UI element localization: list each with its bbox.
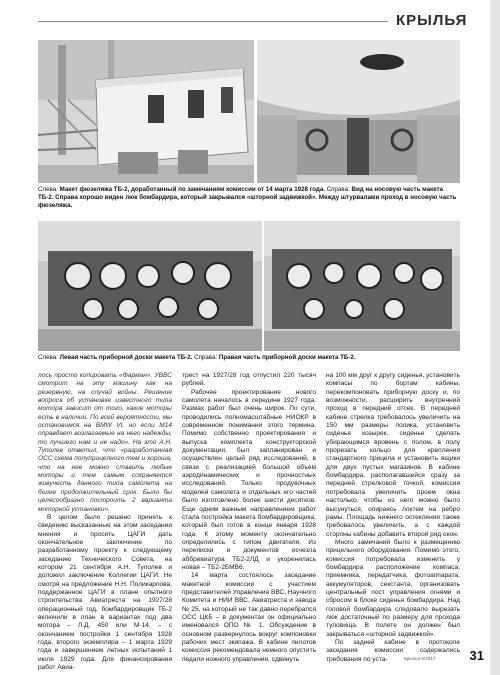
caption-top-lead-right: Справа: <box>324 186 352 193</box>
body-paragraph: 14 марта состоялось заседание макетной комиссии с участием представителей Управления ВВС, Научного Комитета и НИИ ВВС, Авиатреста и завода № 25, на который не так давно перебрался ОСС ЦКБ – в документах он официально именовался ОПО № 1. Обсуждение в основном развернулось вокруг компоновки рабочих мест экипажа. В кабине пилотов комиссия рекомендовала немного опустить педали ножного управления, сдвинуть <box>182 572 316 663</box>
caption-bottom-text-right: Правая часть приборной доски макета ТБ-2. <box>218 354 356 361</box>
header-rule <box>38 21 388 22</box>
caption-bottom <box>38 354 460 364</box>
caption-top-text-left: Макет фюзеляжа ТБ-2, доработанный по замечаниям комиссии от 14 марта 1928 года. <box>59 186 325 193</box>
quote-paragraph: лось просто копировать «Фарман». УВВС смотрит на эту машину как на резервную, на случай войны. Решение вопроса об установке известного типа мотора зависит от того, какие моторы есть в наличии. По всей вероятности, мы остановимся на BMW VI, но если M14 оправдает возлагаемые на него надежды, то лучшего нам и не надо». На это А.Н. Туполев ответил, что «разработанная ОСС схема полуприцепного тем и хороша, что на нее можно ставить любые моторы и тем самым сохраняется живучесть данного типа самолета на более продолжительный срок. Было бы целесообразно построить 2 варианта моторной установки». <box>38 372 172 513</box>
caption-top-lead-left: Слева: <box>38 186 60 193</box>
page-edge-tab <box>490 0 500 675</box>
caption-bottom-text-left: Левая часть приборной доски макета ТБ-2. <box>59 354 193 361</box>
photo-instrument-panel-left <box>38 221 262 351</box>
photo-fuselage-mockup <box>38 40 254 183</box>
article-column-2 <box>182 372 316 663</box>
page-number: 31 <box>469 648 484 663</box>
section-title: КРЫЛЬЯ <box>396 12 468 29</box>
page-header <box>0 0 500 40</box>
body-paragraph: В целом было решено принять к сведению высказанные на этом заседании мнения и просить ЦАГИ дать окончательное заключение по разработанному проекту к следующему заседанию Технического Совета, на котором 21 сентября А.Н. Туполев и доложил заключение Коллегии ЦАГИ. Не смотря на предложение Н.Н. Поликарпова, поддержанное ЦАГИ в плане опытного строительства Авиатреста на 1927/28 операционный год, бомбардировщик ТБ-2 включили в план в вариантах под два мотора – Л.Д. 450 или M-14, – с окончанием постройки 1 сентября 1928 года, второго экземпляра – 1 марта 1929 года и завершением летных испытаний 1 июля 1929 года. Для финансирования работ Авиа- <box>38 513 172 672</box>
caption-top <box>38 186 460 214</box>
body-paragraph: Рабочее проектирование нового самолета началось в середине 1927 года. Размах работ был очень широк. По сути, проводились полномасштабные НИОКР в современном понимании этого термина. Помимо собственно проектирования и выпуска комплекта конструкторской документации, был запланирован и осуществлен целый ряд исследований, в связи с реализацией большой объем аэродинамических и прочностных исследований. Только продувочных моделей самолета и отдельных его частей было изготовлено более шести десятков. Еще одним важным направлением работ стала постройка макета бомбардировщика, который был готов в конце января 1928 года. К этому моменту окончательно определились с типом двигателя. Из переписки и документов исчезла аббревиатура ТБ2-2ЛД и укоренилась новая – ТБ2-2БМВ6. <box>182 388 316 571</box>
body-paragraph: По задней кабине в протоколе заседания комиссии содержались требования по уста- <box>326 639 460 663</box>
caption-bottom-lead-right: Справа: <box>192 354 219 361</box>
photo-instrument-panel-right <box>264 221 460 351</box>
caption-top-text-right: Вид на носовую часть макета ТБ-2. Справа хорошо виден люк бомбардира, который закрывался «шторной задвижкой». Между штурвалами проход в носовую часть фюзеляжа. <box>38 186 457 210</box>
caption-bottom-lead-left: Слева: <box>38 354 60 361</box>
body-paragraph: на 100 мм друг к другу сиденья, установить компасы по бортам кабины, перекомпоновать приборную доску и, по возможности, расширить внутренний проход в передний отсек. В передней кабине стрелка требовалось увеличить на 150 мм размеры полика, установить сиденья козырек, сиденье сделать убирающимся вровень с полом, в полу прорезать кольцо для крепления стандартного прицела и установить ящики для двух пустых магазинов. В кабине бомбардира, располагавшейся сразу за передней стрелковой точкой, комиссия потребовала увеличить проем окна настолько, чтобы из него можно было высунуться, опираясь локтем на ребро рамы. Площадь нижнего остекления также требовалось увеличить, а с каждой стороны кабины добавить второй ряд окон. <box>326 372 460 538</box>
photo-nose-section <box>257 40 460 183</box>
body-paragraph: трест на 1927/28 год отпустил 220 тысяч рублей. <box>182 372 316 388</box>
body-paragraph: Много замечаний было к размещению прицельного оборудования. Помимо этого, комиссия потребовала изменить у бомбардира расположение компаса, приемника, передатчика, фотоаппарата, аккумуляторов, секстанта, организовать центральный пост управления огнями и сбросом в блоке сиденья бомбардира. Над головой бомбардира следовало вырезать люк достаточный по размеру для прохода туловища. В полете он должен был закрываться «шторной задвижкой». <box>326 538 460 638</box>
article-column-1 <box>38 372 172 672</box>
issue-label: Крылья 5/2017 <box>404 656 436 661</box>
